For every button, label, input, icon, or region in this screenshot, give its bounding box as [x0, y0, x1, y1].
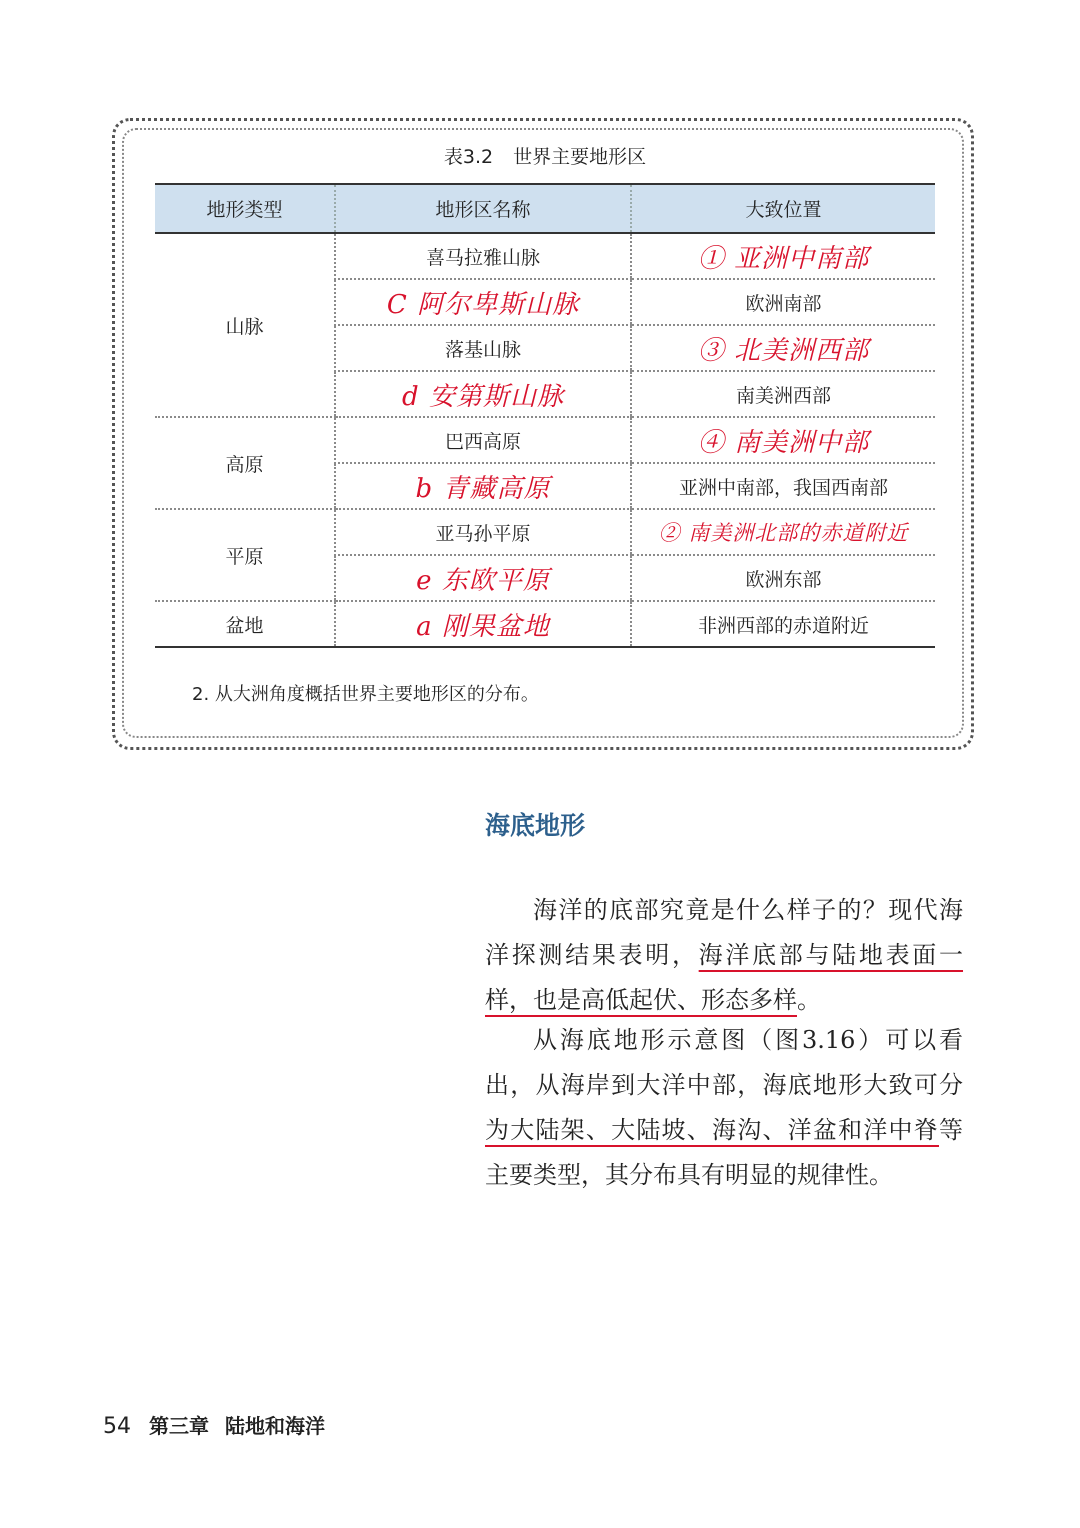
table-header-row [155, 184, 935, 233]
location-cell: 南美洲西部 [631, 371, 935, 417]
handwritten-answer: ② 南美洲北部的赤道附近 [658, 521, 909, 545]
table-row [155, 509, 935, 555]
name-cell [335, 463, 631, 509]
page-footer [103, 1410, 325, 1439]
chapter-label: 第三章 [149, 1414, 209, 1438]
handwritten-answer: ③ 北美洲西部 [697, 335, 870, 366]
location-cell [631, 417, 935, 463]
name-cell: 亚马孙平原 [335, 509, 631, 555]
location-cell: 亚洲中南部，我国西南部 [631, 463, 935, 509]
name-cell: 落基山脉 [335, 325, 631, 371]
handwritten-answer: C 阿尔卑斯山脉 [386, 289, 580, 320]
location-cell: 非洲西部的赤道附近 [631, 601, 935, 647]
name-cell [335, 555, 631, 601]
handwritten-answer: ④ 南美洲中部 [697, 427, 870, 458]
header-name: 地形区名称 [335, 184, 631, 233]
question-text: 2. 从大洲角度概括世界主要地形区的分布。 [192, 684, 539, 705]
location-cell: 欧洲南部 [631, 279, 935, 325]
table-row [155, 417, 935, 463]
header-type: 地形类型 [155, 184, 335, 233]
type-cell: 高原 [155, 417, 335, 509]
type-cell: 盆地 [155, 601, 335, 647]
name-cell: 巴西高原 [335, 417, 631, 463]
handwritten-answer: ① 亚洲中南部 [697, 243, 870, 274]
table-row [155, 601, 935, 647]
type-cell: 平原 [155, 509, 335, 601]
handwritten-answer: b 青藏高原 [415, 473, 551, 504]
table-row [155, 233, 935, 279]
page-number: 54 [103, 1414, 131, 1439]
type-cell: 山脉 [155, 233, 335, 417]
table-title: 表3.2 世界主要地形区 [443, 146, 647, 168]
chapter-name: 陆地和海洋 [225, 1414, 325, 1438]
underlined-text: 为大陆架、大陆坡、海沟、洋盆和洋中脊 [485, 1116, 939, 1144]
paragraph-2: 从海底地形示意图（图3.16）可以看出，从海岸到大洋中部，海底地形大致可分为大陆架、大陆坡、海沟、洋盆和洋中脊等主要类型，其分布具有明显的规律性。 [485, 1026, 963, 1189]
location-cell: 欧洲东部 [631, 555, 935, 601]
location-cell [631, 233, 935, 279]
underlined-text: 海洋底部与陆地表面一样，也是高低起伏、形态多样 [485, 941, 964, 1014]
name-cell [335, 601, 631, 647]
section-title: 海底地形 [485, 811, 586, 840]
name-cell [335, 279, 631, 325]
handwritten-answer: a 刚果盆地 [416, 611, 550, 642]
paragraph-1: 海洋的底部究竟是什么样子的？现代海洋探测结果表明，海洋底部与陆地表面一样，也是高低起伏、形态多样。 [485, 896, 964, 1014]
location-cell [631, 325, 935, 371]
landform-table [155, 183, 935, 648]
handwritten-answer: e 东欧平原 [416, 565, 550, 596]
header-location: 大致位置 [631, 184, 935, 233]
name-cell: 喜马拉雅山脉 [335, 233, 631, 279]
name-cell [335, 371, 631, 417]
location-cell [631, 509, 935, 555]
handwritten-answer: d 安第斯山脉 [402, 381, 564, 412]
